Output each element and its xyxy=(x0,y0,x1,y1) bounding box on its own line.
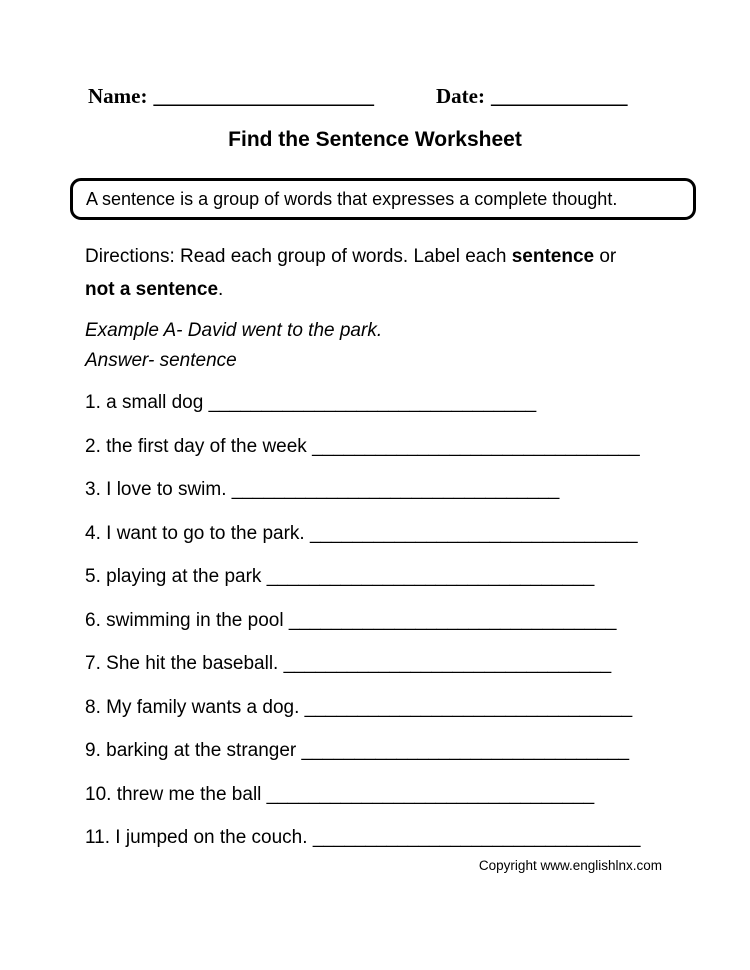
name-field xyxy=(88,84,374,109)
item-text: She hit the baseball. xyxy=(106,653,279,674)
directions-period: . xyxy=(218,279,224,300)
date-blank-line: _____________ xyxy=(490,84,628,108)
worksheet-item-1 xyxy=(85,392,730,414)
definition-box xyxy=(70,178,696,220)
date-field xyxy=(436,84,627,109)
item-text: I jumped on the couch. xyxy=(115,827,308,848)
worksheet-item-6 xyxy=(85,610,730,632)
item-answer-blank: _______________________________ xyxy=(310,522,638,544)
item-text: My family wants a dog. xyxy=(106,696,300,718)
worksheet-item-4 xyxy=(85,523,730,545)
copyright-notice: Copyright www.englishlnx.com xyxy=(478,858,662,873)
worksheet-items xyxy=(85,392,730,871)
directions-text-or: or xyxy=(594,246,617,267)
directions-bold-sentence: sentence xyxy=(511,246,595,267)
item-answer-blank: _______________________________ xyxy=(266,783,595,805)
worksheet-item-2 xyxy=(85,436,730,458)
header xyxy=(88,84,710,109)
item-number: 6. xyxy=(85,609,101,631)
item-text: barking at the stranger xyxy=(106,740,297,761)
item-number: 11. xyxy=(85,827,111,848)
item-number: 7. xyxy=(85,653,101,674)
item-number: 1. xyxy=(85,392,101,413)
directions-line2 xyxy=(85,273,725,306)
example-answer-line: Answer- sentence xyxy=(85,350,237,371)
example-line: Example A- David went to the park. xyxy=(85,320,383,341)
item-number: 5. xyxy=(85,566,101,587)
item-text: the first day of the week xyxy=(106,435,307,457)
item-answer-blank: _______________________________ xyxy=(304,696,633,718)
item-number: 10. xyxy=(85,783,112,805)
example-block xyxy=(85,316,382,376)
worksheet-item-7 xyxy=(85,653,730,675)
definition-text: A sentence is a group of words that expresses a complete thought. xyxy=(86,188,618,209)
name-label: Name: xyxy=(88,84,148,108)
item-text: threw me the ball xyxy=(116,783,262,805)
item-text: I want to go to the park. xyxy=(106,522,305,544)
item-text: a small dog xyxy=(106,392,204,413)
item-text: I love to swim. xyxy=(106,479,227,500)
worksheet-item-11 xyxy=(85,827,730,849)
page-title: Find the Sentence Worksheet xyxy=(228,128,522,151)
directions-text: Directions: Read each group of words. Label each xyxy=(85,246,512,267)
item-answer-blank: _______________________________ xyxy=(231,479,560,500)
date-label: Date: xyxy=(435,84,485,108)
item-number: 2. xyxy=(85,435,101,457)
worksheet-item-3 xyxy=(85,479,730,501)
item-number: 8. xyxy=(85,696,101,718)
directions xyxy=(85,240,725,306)
item-number: 3. xyxy=(85,479,101,500)
item-text: swimming in the pool xyxy=(106,609,284,631)
directions-line1 xyxy=(85,240,725,273)
item-answer-blank: _______________________________ xyxy=(266,566,595,587)
item-number: 9. xyxy=(85,740,101,761)
name-blank-line: _____________________ xyxy=(153,84,374,108)
worksheet-item-8 xyxy=(85,697,730,719)
item-answer-blank: _______________________________ xyxy=(208,392,537,413)
item-number: 4. xyxy=(85,522,101,544)
worksheet-item-9 xyxy=(85,740,730,762)
item-answer-blank: _______________________________ xyxy=(312,435,640,457)
directions-bold-not-a-sentence: not a sentence xyxy=(85,279,219,300)
worksheet-item-5 xyxy=(85,566,730,588)
item-answer-blank: _______________________________ xyxy=(288,609,617,631)
item-text: playing at the park xyxy=(106,566,262,587)
worksheet-item-10 xyxy=(85,784,730,806)
item-answer-blank: _______________________________ xyxy=(301,740,630,761)
item-answer-blank: _______________________________ xyxy=(283,653,612,674)
item-answer-blank: _______________________________ xyxy=(312,827,641,848)
